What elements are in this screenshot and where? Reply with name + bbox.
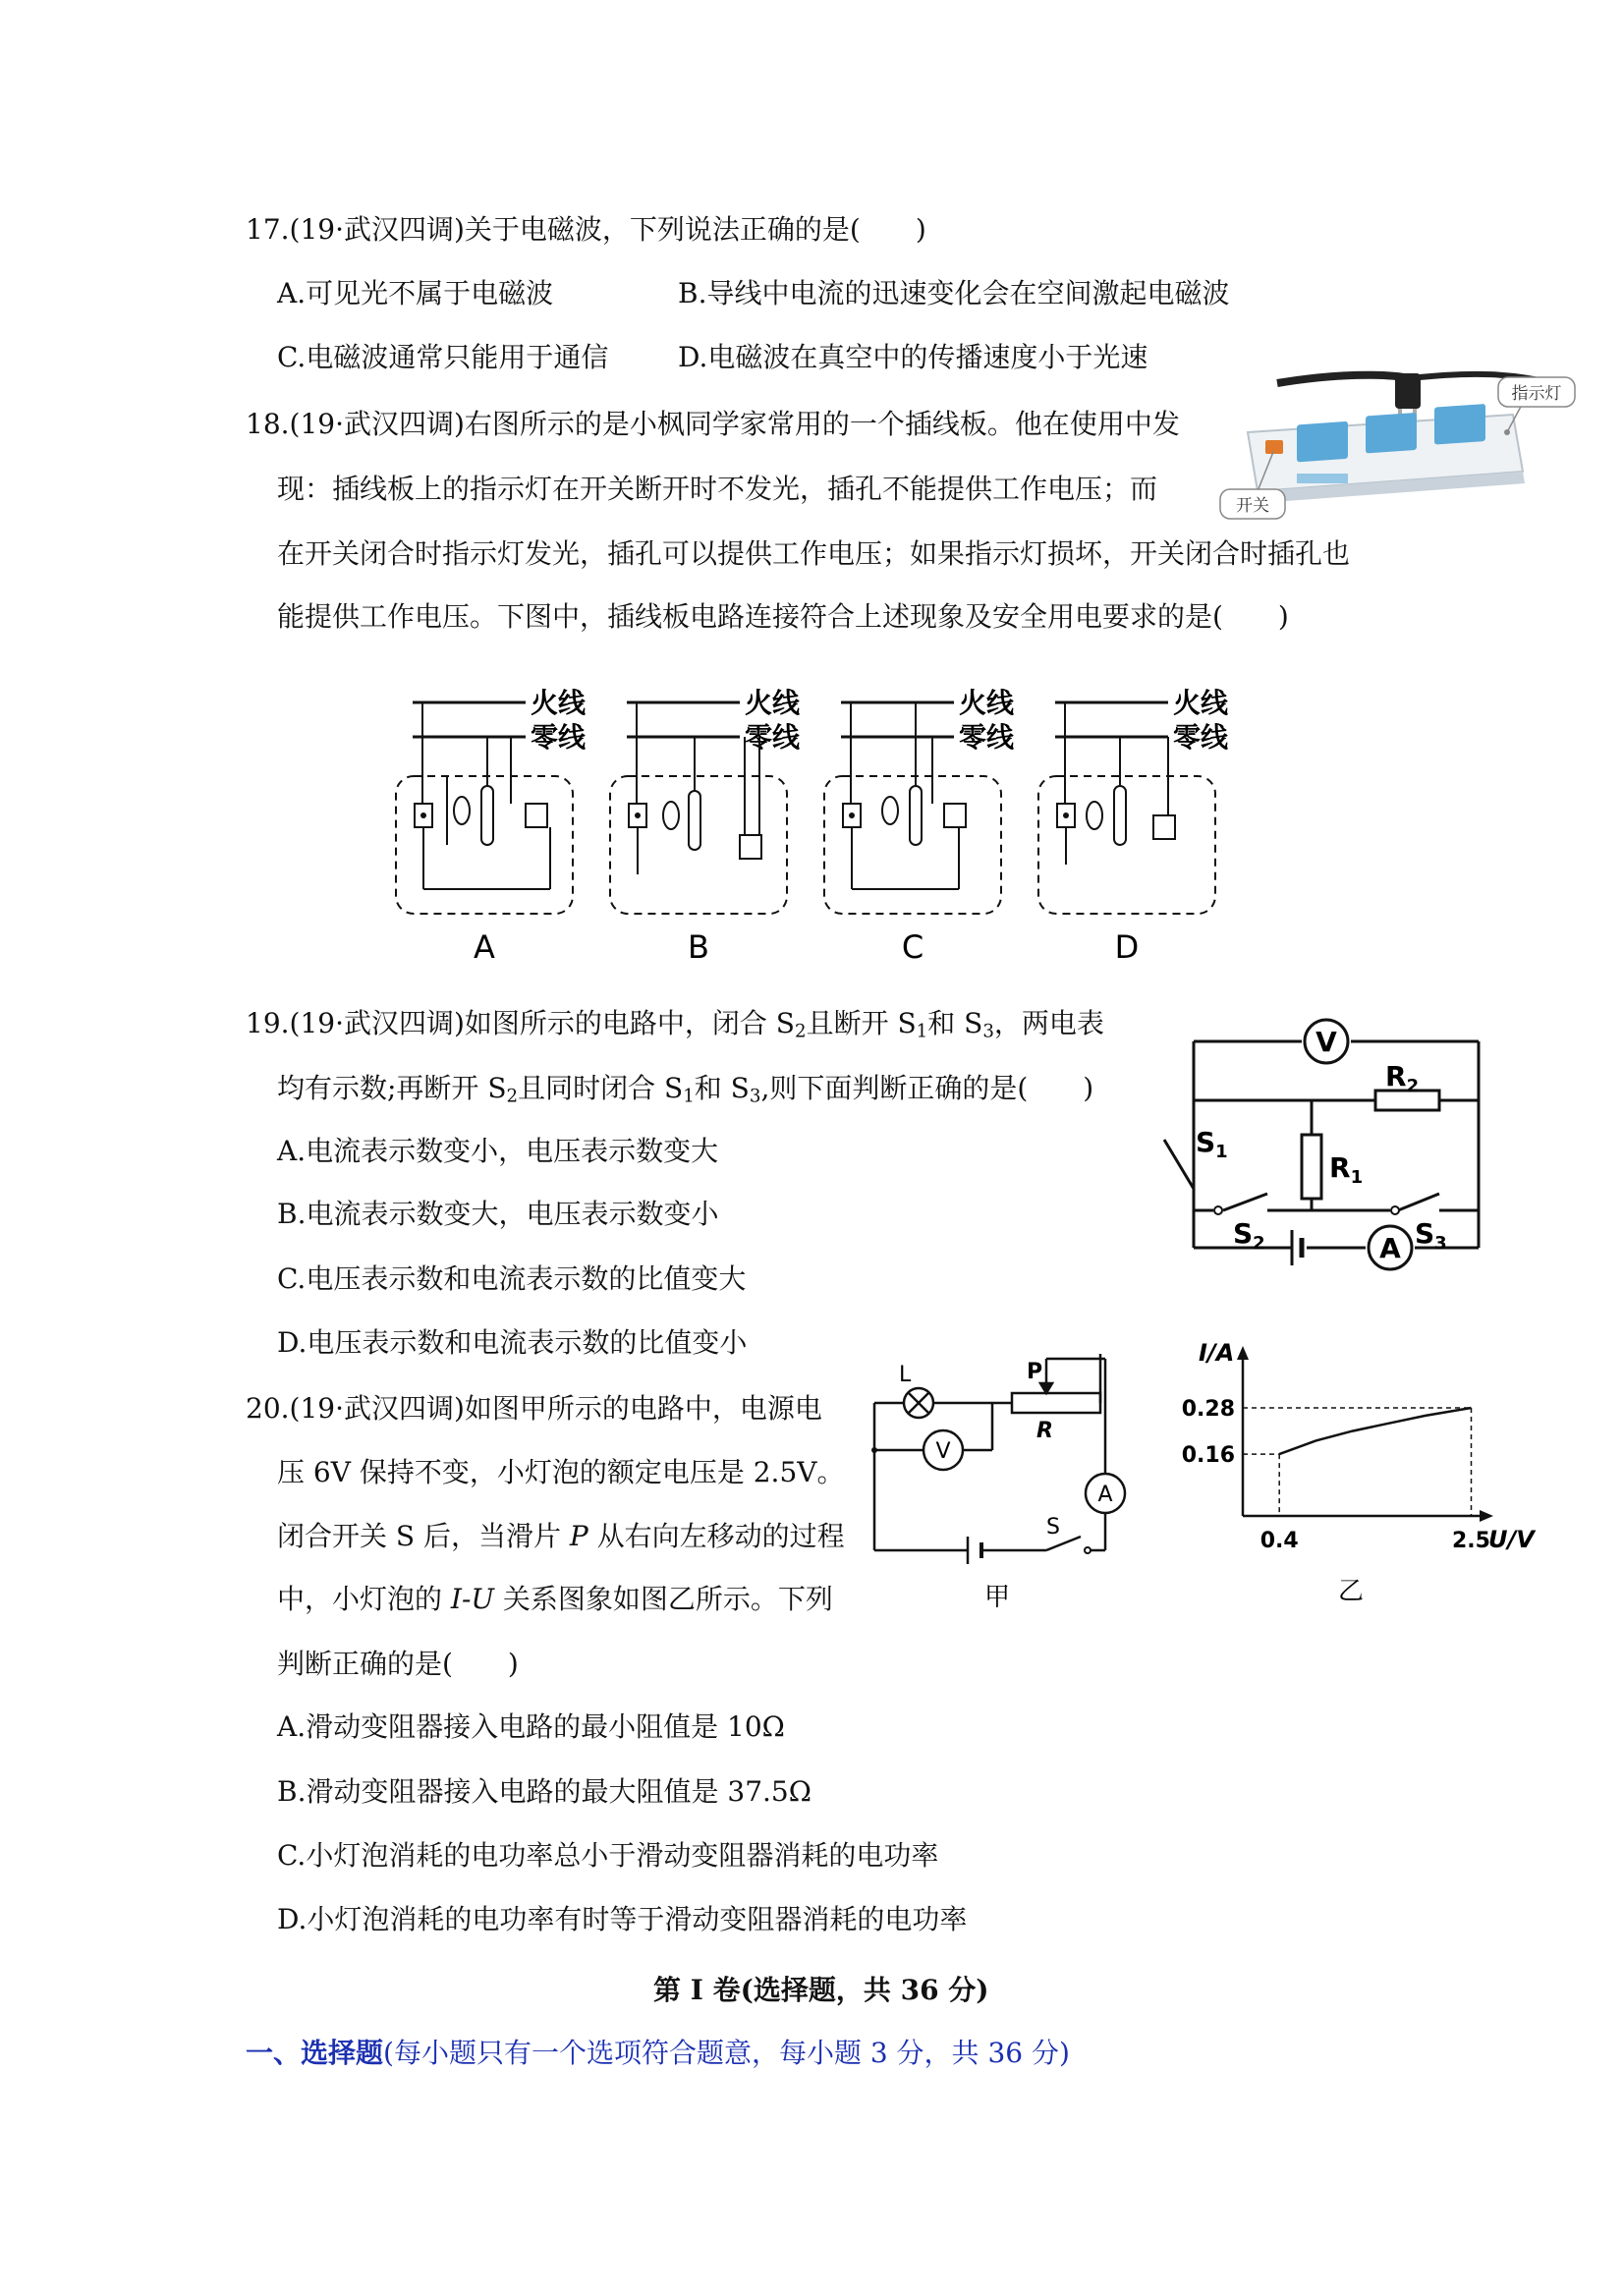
- q17-stem: 17.(19·武汉四调)关于电磁波，下列说法正确的是( ): [246, 213, 926, 246]
- q20-switch-label: S: [1046, 1515, 1060, 1540]
- option-a-caption: A: [474, 928, 495, 966]
- x-tick-label: 0.4: [1259, 1529, 1299, 1553]
- y-tick-label: 0.16: [1181, 1443, 1235, 1469]
- q19-ammeter-label: A: [1379, 1232, 1401, 1264]
- q20-option-c: C.小灯泡消耗的电功率总小于滑动变阻器消耗的电功率: [277, 1839, 939, 1872]
- q20-ammeter-label: A: [1097, 1483, 1113, 1507]
- q20-line-3: 闭合开关 S 后，当滑片 P 从右向左移动的过程: [277, 1520, 845, 1552]
- neutral-wire-label-d: 零线: [1173, 721, 1229, 754]
- q18-line-4: 能提供工作电压。下图中，插线板电路连接符合上述现象及安全用电要求的是( ): [277, 600, 1289, 633]
- q17-option-a: A.可见光不属于电磁波: [277, 277, 554, 309]
- q20-option-b: B.滑动变阻器接入电路的最大阻值是 37.5Ω: [277, 1775, 812, 1808]
- neutral-wire-label-b: 零线: [745, 721, 801, 754]
- live-wire-label-d: 火线: [1173, 687, 1229, 719]
- q20-voltmeter-label: V: [935, 1439, 951, 1464]
- q18-line-1: 18.(19·武汉四调)右图所示的是小枫同学家常用的一个插线板。他在使用中发: [246, 408, 1180, 440]
- q19-option-b: B.电流表示数变大，电压表示数变小: [277, 1198, 719, 1230]
- q19-line-1: 19.(19·武汉四调)如图所示的电路中，闭合 $S_2$且断开 $S_1$和 $S_3$，两电表: [246, 1007, 1104, 1042]
- q17-option-b: B.导线中电流的迅速变化会在空间激起电磁波: [678, 277, 1230, 309]
- q19-option-d: D.电压表示数和电流表示数的比值变小: [277, 1326, 748, 1359]
- q20-line-5: 判断正确的是( ): [277, 1648, 519, 1680]
- lamp-label: L: [899, 1363, 912, 1387]
- iu-curve: [1279, 1408, 1471, 1454]
- r2-label: $R_2$: [1385, 1060, 1420, 1096]
- x-tick-label: 2.5: [1452, 1529, 1490, 1553]
- q19-line-2: 均有示数;再断开 $S_2$且同时闭合 $S_1$和 $S_3$,则下面判断正确的是( ): [277, 1072, 1094, 1107]
- indicator-light-label: 指示灯: [1511, 384, 1562, 404]
- graph-caption-yi: 乙: [1337, 1577, 1365, 1606]
- live-wire-label-a: 火线: [531, 687, 587, 719]
- q18-line-2: 现：插线板上的指示灯在开关断开时不发光，插孔不能提供工作电压；而: [277, 473, 1158, 505]
- q19-circuit-diagram: [1154, 1002, 1503, 1267]
- y-tick-label: 0.28: [1181, 1397, 1235, 1422]
- s2-label: $S_2$: [1233, 1217, 1265, 1254]
- slider-label: P: [1027, 1360, 1043, 1384]
- live-wire-label-b: 火线: [745, 687, 801, 719]
- option-c-caption: C: [901, 928, 924, 966]
- q17-option-d: D.电磁波在真空中的传播速度小于光速: [678, 341, 1148, 373]
- q20-line-1: 20.(19·武汉四调)如图甲所示的电路中，电源电: [246, 1392, 822, 1425]
- q19-voltmeter-label: V: [1315, 1026, 1337, 1058]
- q18-line-3: 在开关闭合时指示灯发光，插孔可以提供工作电压；如果指示灯损坏，开关闭合时插孔也: [277, 537, 1351, 570]
- rheostat-label: R: [1036, 1419, 1053, 1443]
- circuit-caption-jia: 甲: [983, 1583, 1011, 1612]
- wiring-option-b: [610, 687, 801, 966]
- q20-line-4: 中，小灯泡的 I-U 关系图象如图乙所示。下列: [277, 1583, 833, 1615]
- power-strip-illustration: [1218, 354, 1582, 531]
- q19-option-c: C.电压表示数和电流表示数的比值变大: [277, 1262, 747, 1295]
- wiring-option-d: [1038, 687, 1229, 966]
- q20-iu-graph: [1179, 1341, 1552, 1606]
- option-d-caption: D: [1114, 928, 1140, 966]
- live-wire-label-c: 火线: [959, 687, 1015, 719]
- r1-label: $R_1$: [1329, 1151, 1364, 1188]
- q17-option-c: C.电磁波通常只能用于通信: [277, 341, 609, 373]
- wiring-option-a: [396, 687, 587, 966]
- graph-ylabel: I/A: [1199, 1339, 1235, 1367]
- q20-circuit-diagram: [860, 1354, 1145, 1612]
- q19-option-a: A.电流表示数变小，电压表示数变大: [277, 1135, 719, 1167]
- neutral-wire-label-c: 零线: [959, 721, 1015, 754]
- s1-label: $S_1$: [1196, 1126, 1228, 1162]
- q18-wiring-options: [388, 678, 1253, 973]
- q20-option-d: D.小灯泡消耗的电功率有时等于滑动变阻器消耗的电功率: [277, 1903, 968, 1935]
- s3-label: $S_3$: [1415, 1217, 1447, 1254]
- wiring-option-c: [824, 687, 1015, 966]
- option-b-caption: B: [688, 928, 709, 966]
- q20-option-a: A.滑动变阻器接入电路的最小阻值是 10Ω: [277, 1710, 785, 1743]
- switch-label: 开关: [1236, 496, 1269, 516]
- q20-line-2: 压 6V 保持不变，小灯泡的额定电压是 2.5V。: [277, 1456, 845, 1488]
- section-title: 第 I 卷(选择题，共 36 分): [653, 1974, 989, 2006]
- graph-xlabel: U/V: [1488, 1526, 1535, 1553]
- part-heading: 一、选择题(每小题只有一个选项符合题意，每小题 3 分，共 36 分): [246, 2037, 1070, 2069]
- neutral-wire-label-a: 零线: [531, 721, 587, 754]
